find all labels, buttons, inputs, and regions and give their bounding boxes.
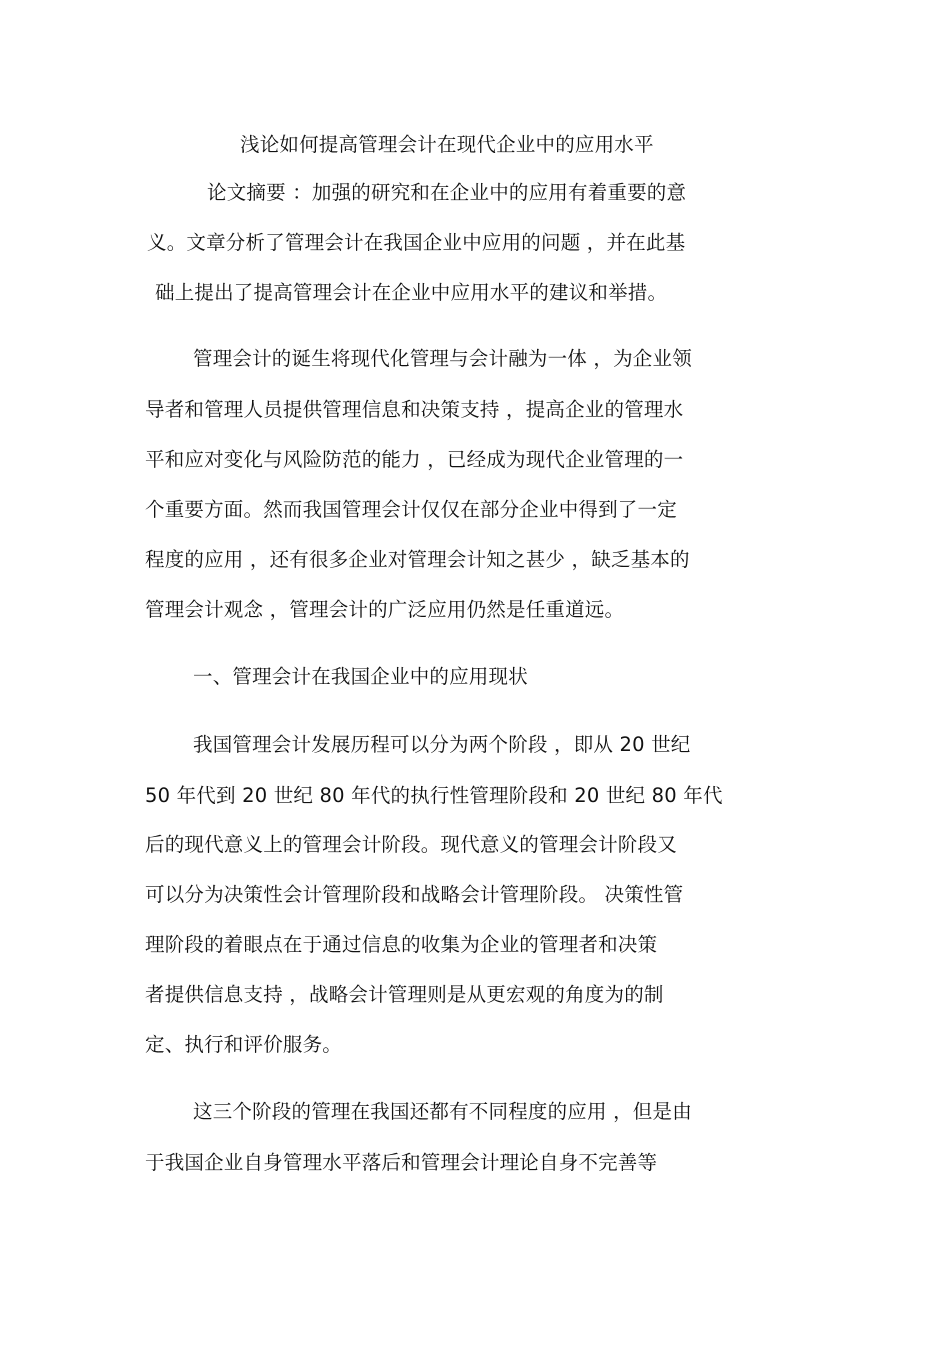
paragraph3-line-2: 于我国企业自身管理水平落后和管理会计理论自身不完善等 xyxy=(145,1151,658,1174)
paragraph1-line-2: 导者和管理人员提供管理信息和决策支持 ，提高企业的管理水 xyxy=(145,398,684,421)
paragraph3-line-1: 这三个阶段的管理在我国还都有不同程度的应用 ，但是由 xyxy=(193,1100,692,1123)
paragraph2-line-4: 可以分为决策性会计管理阶段和战略会计管理阶段。 决策性管 xyxy=(145,883,684,906)
abstract-line-3: 础上提出了提高管理会计在企业中应用水平的建议和举措。 xyxy=(155,281,668,304)
section1-heading: 一、管理会计在我国企业中的应用现状 xyxy=(193,665,528,688)
abstract-line-2: 义。文章分析了管理会计在我国企业中应用的问题 ，并在此基 xyxy=(147,231,686,254)
paragraph2-line-3: 后的现代意义上的管理会计阶段。现代意义的管理会计阶段又 xyxy=(145,833,677,856)
paragraph1-line-6: 管理会计观念 ，管理会计的广泛应用仍然是任重道远。 xyxy=(145,598,625,621)
paragraph1-line-1: 管理会计的诞生将现代化管理与会计融为一体 ，为企业领 xyxy=(193,347,692,370)
paragraph2-line-1: 我国管理会计发展历程可以分为两个阶段 ，即从 20 世纪 xyxy=(193,733,691,756)
paragraph1-line-5: 程度的应用 ，还有很多企业对管理会计知之甚少 ，缺乏基本的 xyxy=(145,548,690,571)
paragraph2-line-6: 者提供信息支持 ，战略会计管理则是从更宏观的角度为的制 xyxy=(145,983,664,1006)
paragraph1-line-4: 个重要方面。然而我国管理会计仅仅在部分企业中得到了一定 xyxy=(145,498,677,521)
paragraph2-line-7: 定、执行和评价服务。 xyxy=(145,1033,343,1056)
paragraph2-line-5: 理阶段的着眼点在于通过信息的收集为企业的管理者和决策 xyxy=(145,933,658,956)
paragraph1-line-3: 平和应对变化与风险防范的能力 ，已经成为现代企业管理的一 xyxy=(145,448,684,471)
abstract-line-1: 论文摘要 ：加强的研究和在企业中的应用有着重要的意 xyxy=(207,181,687,204)
document-title: 浅论如何提高管理会计在现代企业中的应用水平 xyxy=(240,133,654,156)
paragraph2-line-2: 50 年代到 20 世纪 80 年代的执行性管理阶段和 20 世纪 80 年代 xyxy=(145,784,723,807)
